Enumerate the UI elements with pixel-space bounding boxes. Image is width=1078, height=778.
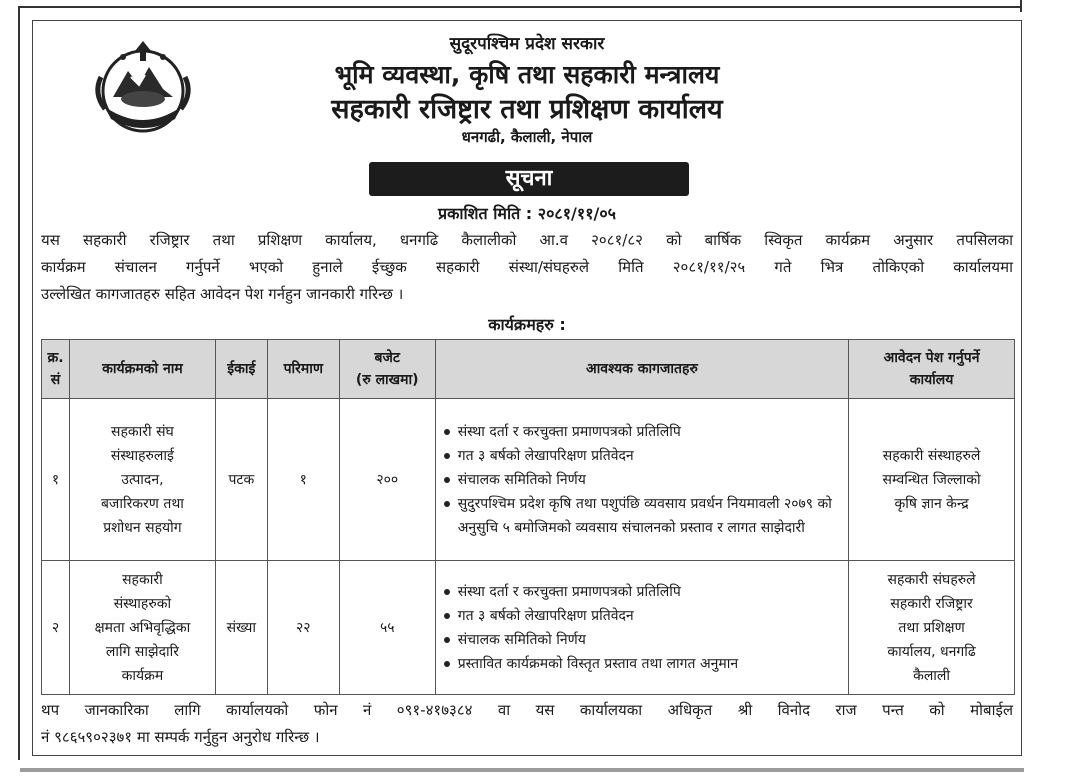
contact-paragraph: [41, 697, 1013, 751]
cell-program-name: सहकारी संघ संस्थाहरुलाई उत्पादन, बजारिकरण तथा प्रशोधन सहयोग: [69, 399, 215, 561]
col-header-budget: बजेट (रु लाखमा): [339, 340, 435, 399]
intro-line: कार्यक्रम संचालन गर्नुपर्ने भएको हुनाले ईच्छुक सहकारी संस्था/संघहरुले मिति २०८१/११/२५ गते भित्र तोकिएको कार्यालयमा: [41, 258, 1013, 276]
list-item: संचालक समितिको निर्णय: [442, 628, 842, 652]
cell-documents: [435, 399, 848, 561]
cell-budget: ५५: [339, 561, 435, 695]
cell-sn: १: [42, 399, 70, 561]
cell-sn: २: [42, 561, 70, 695]
notice-banner: सूचना: [369, 162, 689, 196]
table-row: [42, 561, 1015, 695]
contact-line: नं ९८६५९०२३७१ मा सम्पर्क गर्नुहुन अनुरोध गरिन्छ ।: [41, 728, 320, 746]
cell-budget: २००: [339, 399, 435, 561]
office-address: धनगढी, कैलाली, नेपाल: [461, 128, 593, 146]
cell-program-name: सहकारी संस्थाहरुको क्षमता अभिवृद्धिका लागि साझेदारि कार्यक्रम: [69, 561, 215, 695]
list-item: संचालक समितिको निर्णय: [442, 468, 842, 492]
cell-unit: संख्या: [215, 561, 267, 695]
col-header-sn: क्र. सं: [42, 340, 70, 399]
cell-unit: पटक: [215, 399, 267, 561]
notice-document: [32, 20, 1022, 756]
col-header-program-name: कार्यक्रमको नाम: [69, 340, 215, 399]
list-item: गत ३ बर्षको लेखापरिक्षण प्रतिवेदन: [442, 604, 842, 628]
programs-heading: कार्यक्रमहरु :: [488, 315, 566, 334]
list-item: प्रस्तावित कार्यक्रमको विस्तृत प्रस्ताव तथा लागत अनुमान: [442, 652, 842, 676]
list-item: संस्था दर्ता र करचुक्ता प्रमाणपत्रको प्रतिलिपि: [442, 420, 842, 444]
col-header-quantity: परिमाण: [267, 340, 339, 399]
table-header-row: [42, 340, 1015, 399]
ministry-name: भूमि व्यवस्था, कृषि तथा सहकारी मन्त्रालय: [334, 60, 720, 89]
contact-line: थप जानकारिका लागि कार्यालयको फोन नं ०९१-४१७३८४ वा यस कार्यालयका अधिकृत श्री विनोद राज पन्त को मोबाईल: [41, 701, 1013, 719]
list-item: गत ३ बर्षको लेखापरिक्षण प्रतिवेदन: [442, 444, 842, 468]
page-frame-bottom: [20, 768, 1024, 772]
programs-table: [41, 339, 1015, 695]
list-item: संस्था दर्ता र करचुक्ता प्रमाणपत्रको प्रतिलिपि: [442, 580, 842, 604]
table-row: [42, 399, 1015, 561]
cell-quantity: २२: [267, 561, 339, 695]
cell-office: सहकारी संघहरुले सहकारी रजिष्ट्रार तथा प्रशिक्षण कार्यालय, धनगढि कैलाली: [849, 561, 1015, 695]
cell-office: सहकारी संस्थाहरुले सम्वन्धित जिल्लाको कृषि ज्ञान केन्द्र: [849, 399, 1015, 561]
col-header-documents: आवश्यक कागजातहरु: [435, 340, 848, 399]
government-name: सुदूरपश्चिम प्रदेश सरकार: [449, 34, 605, 54]
list-item: सुदुरपश्चिम प्रदेश कृषि तथा पशुपंछि व्यवसाय प्रवर्धन नियमावली २०७९ को अनुसुचि ५ बमोजिमको व्यवसाय संचालनको प्रस्ताव र लागत साझेदारी: [442, 492, 842, 540]
intro-line: यस सहकारी रजिष्ट्रार तथा प्रशिक्षण कार्यालय, धनगढि कैलालीको आ.व २०८१/८२ को बार्षिक स्विकृत कार्यक्रम अनुसार तपसिलका: [41, 231, 1013, 249]
intro-line: उल्लेखित कागजातहरु सहित आवेदन पेश गर्नहुन जानकारी गरिन्छ ।: [41, 285, 404, 303]
page-frame-right: [1020, 0, 1022, 12]
published-date: प्रकाशित मिति : २०८१/११/०५: [437, 204, 616, 223]
cell-documents: [435, 561, 848, 695]
col-header-office: आवेदन पेश गर्नुपर्ने कार्यालय: [849, 340, 1015, 399]
page-frame-left: [18, 6, 20, 760]
col-header-unit: ईकाई: [215, 340, 267, 399]
intro-paragraph: [41, 227, 1013, 308]
office-name: सहकारी रजिष्ट्रार तथा प्रशिक्षण कार्यालय: [331, 94, 723, 125]
page-frame-top: [18, 6, 1022, 8]
cell-quantity: १: [267, 399, 339, 561]
